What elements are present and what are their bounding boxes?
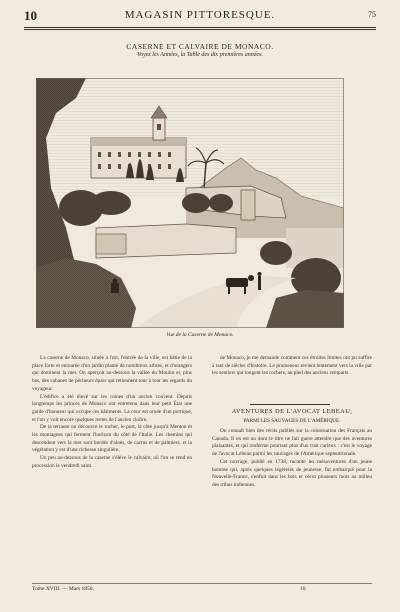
page-header: [0, 0, 400, 38]
second-article-title: AVENTURES DE L'AVOCAT LEBEAU,: [231, 408, 353, 415]
header-rule: [24, 27, 376, 28]
article-column-left: [32, 355, 192, 580]
paragraph: La caserne de Monaco, située à l'est, l'entrée de la ville, est bâtie de la place forte et entourée d'un jardin planté de nombreux arbres, et d'orangers qui dominent la mer. On aperçoit au-dessous la vallée du Moulin et, plus bas, des cabanes de pêcheurs épars qui retiennent tour à tour les regards du voyageur.: [32, 355, 192, 392]
section-divider: [250, 404, 330, 405]
paragraph: L'édifice a été élevé sur les ruines d'un ancien couvent. Depuis longtemps les princes de Monaco ont entretenu dans leur petit État une garde d'honneur qui occupe ces bâtiments. La cour est ornée d'un portique, et l'on y voit encore quelques restes de l'ancien cloître.: [32, 393, 192, 423]
header-rule-thin: [24, 29, 376, 30]
paragraph: Un peu au-dessous de la caserne s'élève le calvaire, où l'on se rend en procession le vendredi saint.: [32, 455, 192, 469]
footer-volume: Tome XVIII. — Mars 1850.: [32, 586, 94, 592]
paragraph: De la terrasse on découvre le rocher, le port, la côte jusqu'à Menton et les montagnes qui ferment l'horizon du côté de l'Italie. Les chemins qui descendent vers la mer sont bordés d'aloès, de cactus et de palmiers, et la végétation y est d'une richesse singulière.: [32, 424, 192, 454]
footer-rule: [32, 583, 372, 584]
article-title: CASERNE ET CALVAIRE DE MONACO.: [126, 42, 274, 51]
second-article-body: [212, 428, 372, 578]
engraving-caption: Vue de la Caserne de Monaco.: [166, 332, 234, 338]
running-title: MAGASIN PITTORESQUE.: [124, 9, 276, 21]
engraving-image: [36, 78, 344, 328]
page-number: 10: [24, 8, 37, 23]
second-article-subtitle: PARMI LES SAUVAGES DE L'AMÉRIQUE.: [243, 418, 341, 424]
paragraph: Cet ouvrage, publié en 1738, raconte les mésaventures d'un jeune homme qui, après quelques légèretés de jeunesse, fut embarqué pour la Nouvelle-France, s'enfuit dans les bois et vécut plusieurs mois au milieu des tribus indiennes.: [212, 458, 372, 488]
footer-signature: 10: [300, 586, 306, 592]
article-column-right: [212, 355, 372, 378]
corner-mark: 75: [368, 10, 376, 19]
paragraph: On connaît bien des récits publiés sur la colonisation des Français au Canada. Il en est un dont le titre ne fait guère attendre que des aventures plaisantes, et qui renferme pourtant plus d'un trait curieux : c'est le voyage de l'avocat Lebeau parmi les sauvages de l'Amérique septentrionale.: [212, 428, 372, 458]
paragraph: de Monaco, je me demande comment ces étroites limites ont pu suffire à tant de siècles d'histoire. Le promeneur revient lentement vers la ville par les sentiers qui longent les rochers, au pied des anciens remparts.: [212, 355, 372, 377]
article-subtitle: Voyez les Années, la Table des dix premières années.: [137, 52, 263, 58]
